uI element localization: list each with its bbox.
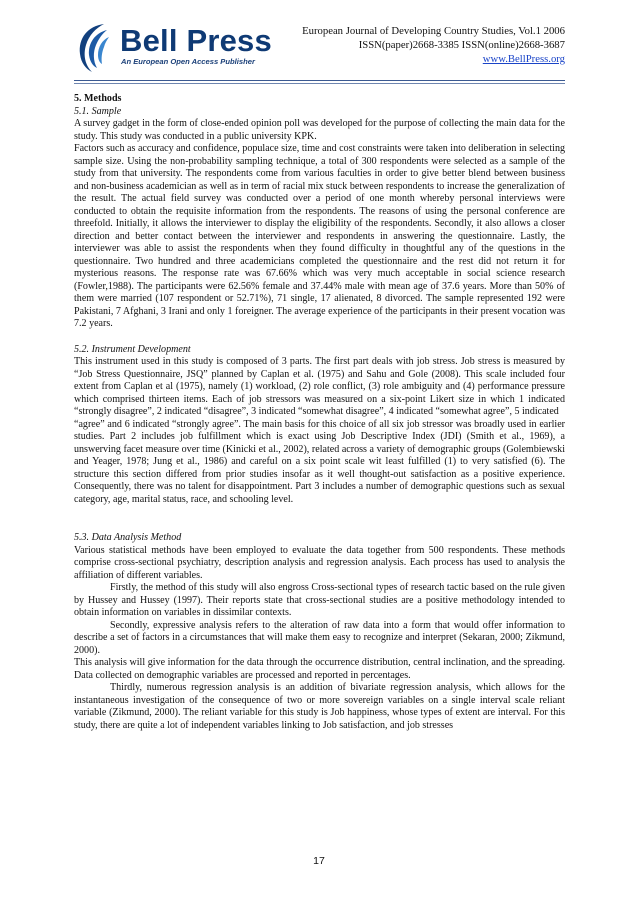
sample-paragraph-2: Factors such as accuracy and confidence, populace size, time and cost constraints were taken into deliberation in selecting sample size. Using the non-probability sampling technique, a total of 300 respondents were selected as a sample of the study from that university. The respondents come from various faculties in order to give better blend between business and non-business academician as well as in term of racial mix stuck between respondents to increase the generalization of the result. The actual field survey was conducted over a period of one month whereby personal interviews were conducted to obtain the requisite information from the respondents. The reasons of using the personal conference are threefold. Initially, it allows the interviewer to display the eligibility of the respondents. Secondly, it also allows a closer direction and better contact between the interviewer and respondents in answering the questionnaire. Lastly, the interviewer was able to assist the respondents when they found difficulty in thoughtful any of the questions in the questionnaire. Two hundred and three academicians completed the questionnaire and the rest did not return it for mysterious reasons. The response rate was 67.66% which was very much acceptable in social science research (Fowler,1988). The participants were 62.56% female and 37.44% male with mean age of 37.6 years. More than 50% of them were married (107 respondent or 52.71%), 71 single, 17 alienated, 8 divorced. The sample represented 192 were Pakistani, 7 Afghani, 3 Irani and only 1 foreigner. The average experience of the participants in their present vocation was 7.2 years. (74, 143, 565, 329)
instrument-paragraph-1: This instrument used in this study is composed of 3 parts. The first part deals with job stress. Job stress is measured by “Job Stress Questionnaire, JSQ” planned by Caplan et al. (1975) and Sahu and Gole (2008). This scale included four extent from Caplan et al (1975), namely (1) workload, (2) role conflict, (3) role ambiguity and (4) performance pressure which comprised thirteen items. Each of job stressors was measured on a six-point Likert size in which 1 indicated “strongly disagree”, 2 indicated “disagree”, 3 indicated “somewhat disagree”, 4 indicated “somewhat agree”, 5 indicated (74, 356, 565, 417)
subsection-heading-sample: 5.1. Sample (74, 105, 122, 117)
journal-title: European Journal of Developing Country Studies, Vol.1 2006 (302, 25, 565, 37)
logo-tagline: An European Open Access Publisher (121, 57, 255, 66)
header-rule-thin (74, 83, 565, 84)
page-number: 17 (313, 855, 325, 867)
subsection-heading-analysis: 5.3. Data Analysis Method (74, 532, 182, 543)
journal-url-link[interactable]: www.BellPress.org (482, 52, 565, 65)
journal-info (235, 25, 565, 66)
instrument-paragraph-2: “agree” and 6 indicated “strongly agree”. The main basis for this choice of all six job stressor was broadly used in earlier studies. Part 2 includes job fulfillment which is exact using Job Descriptive Index (JDI) (Smith et al., 1969), a unswerving facet measure over time (Kinicki et al., 2002), related across a variety of demographic groups (Golembiewski and Yeager, 1978; Jung et al., 1986) and careful on a six point scale wit least fulfilled (1) to very satisfied (6). The structure this section differed from prior studies insofar as it well thought-out satisfaction as a positive experience. Consequently, there was no talent for disappointment. Part 3 includes a number of demographic questions such as sexual category, age, marital status, race, and schooling level. (74, 418, 565, 505)
article-body (74, 93, 565, 732)
logo-wordmark: Bell Press (120, 23, 272, 58)
subsection-heading-instrument: 5.2. Instrument Development (74, 343, 191, 355)
bell-press-emblem-icon (74, 18, 122, 74)
analysis-paragraph-5: Thirdly, numerous regression analysis is an addition of bivariate regression analysis, which allows for the instantaneous investigation of the consequence of two or more sovereign variables on a single interval scale reliant variable (Zikmund, 2000). The reliant variable for this study is Job happiness, whose types of extent are interval. For this study, there are quite a lot of independent variables linking to Job satisfaction, and job stresses (74, 682, 565, 731)
analysis-paragraph-4: This analysis will give information for the data through the occurrence distribution, central inclination, and the spreading. Data collected on demographic variables are processed and reported in percentages. (74, 657, 565, 681)
section-heading-methods: 5. Methods (74, 93, 122, 104)
analysis-paragraph-2: Firstly, the method of this study will also engross Cross-sectional types of research tactic based on the rule given by Hussey and Hussey (1997). Their reports state that cross-sectional studies are a positive methodology intended to obtain information on variables in dissimilar contexts. (74, 582, 565, 618)
analysis-paragraph-3: Secondly, expressive analysis refers to the alteration of raw data into a form that would offer information to describe a set of factors in a circumstances that will make them easy to recognize and interpret (Sekaran, 2000; Zikmund, 2000). (74, 619, 565, 656)
analysis-paragraph-1: Various statistical methods have been employed to evaluate the data together from 500 respondents. These methods comprise cross-sectional psychiatry, description analysis and regression analysis. Each process has used to analysis the affiliation of different variables. (74, 544, 565, 581)
journal-issn: ISSN(paper)2668-3385 ISSN(online)2668-3687 (358, 38, 565, 51)
header-rule (74, 80, 565, 81)
sample-paragraph-1: A survey gadget in the form of close-ended opinion poll was developed for the purpose of collecting the main data for the study. This study was conducted in a public university KPK. (74, 118, 565, 142)
